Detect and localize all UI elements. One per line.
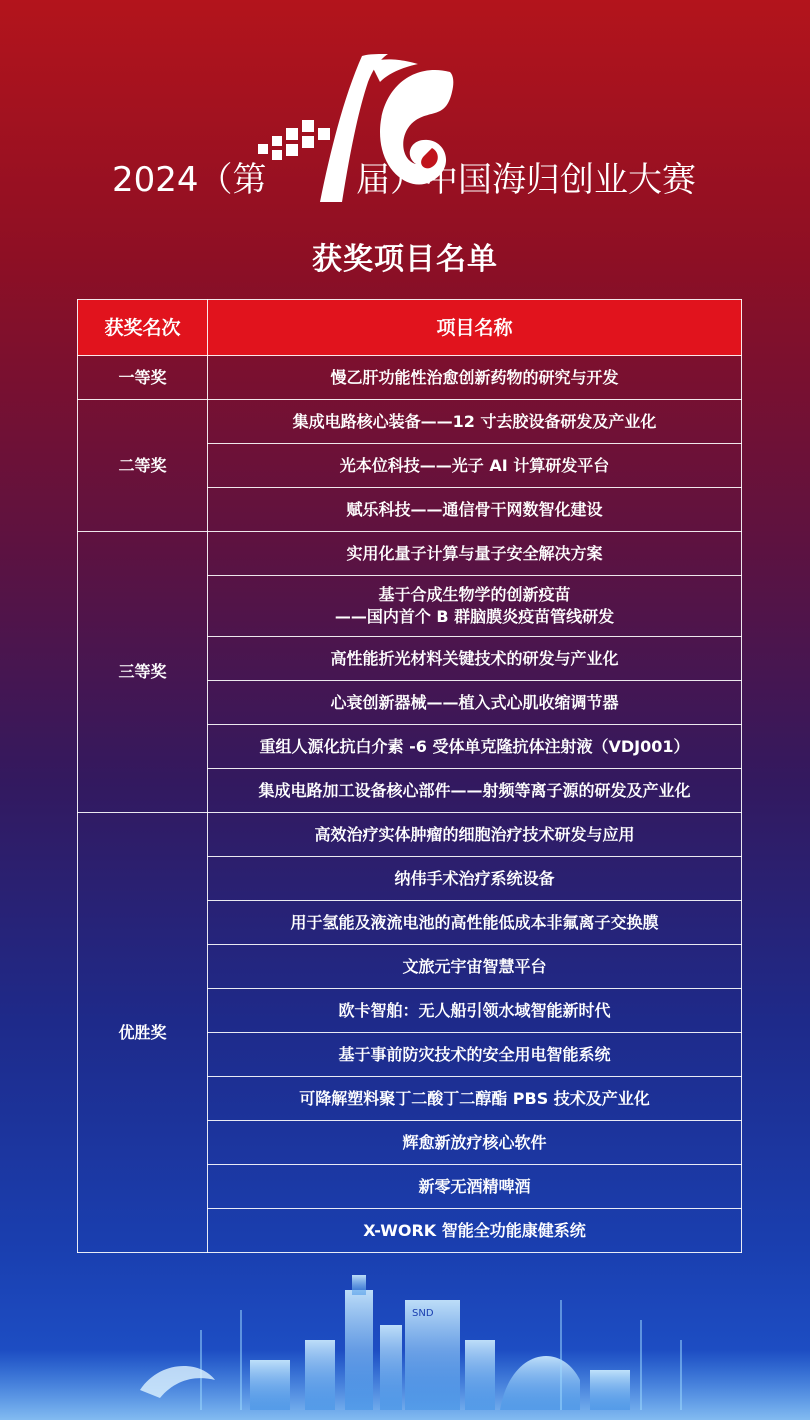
page-subtitle: 获奖项目名单 (312, 242, 498, 277)
award-rank-cell: 一等奖 (78, 356, 208, 400)
project-name-cell: 纳伟手术治疗系统设备 (208, 857, 742, 901)
title-suffix: 届）中国海归创业大赛 (356, 160, 696, 200)
contest-title (0, 158, 810, 208)
header-rank: 获奖名次 (78, 300, 208, 356)
project-name-cell: 赋乐科技——通信骨干网数智化建设 (208, 488, 742, 532)
project-name-cell: 基于事前防灾技术的安全用电智能系统 (208, 1033, 742, 1077)
project-name-cell: 慢乙肝功能性治愈创新药物的研究与开发 (208, 356, 742, 400)
table-row (78, 400, 742, 444)
project-name-cell: 可降解塑料聚丁二酸丁二醇酯 PBS 技术及产业化 (208, 1077, 742, 1121)
project-name-cell: 新零无酒精啤酒 (208, 1165, 742, 1209)
table-row (78, 356, 742, 400)
project-name-cell: 高性能折光材料关键技术的研发与产业化 (208, 637, 742, 681)
table-body (78, 356, 742, 1253)
award-rank-cell: 优胜奖 (78, 813, 208, 1253)
table-header-row (78, 300, 742, 356)
project-name-cell: 集成电路加工设备核心部件——射频等离子源的研发及产业化 (208, 769, 742, 813)
project-name-cell: 基于合成生物学的创新疫苗 ——国内首个 B 群脑膜炎疫苗管线研发 (208, 576, 742, 637)
header-project: 项目名称 (208, 300, 742, 356)
project-name-cell: 集成电路核心装备——12 寸去胶设备研发及产业化 (208, 400, 742, 444)
table-row (78, 813, 742, 857)
project-name-cell: 文旅元宇宙智慧平台 (208, 945, 742, 989)
award-table (77, 299, 742, 1253)
city-skyline-illustration (0, 1230, 810, 1420)
project-name-cell: 用于氢能及液流电池的高性能低成本非氟离子交换膜 (208, 901, 742, 945)
award-rank-cell: 三等奖 (78, 532, 208, 813)
project-name-cell: 心衰创新器械——植入式心肌收缩调节器 (208, 681, 742, 725)
project-name-cell: 光本位科技——光子 AI 计算研发平台 (208, 444, 742, 488)
project-name-cell: 辉愈新放疗核心软件 (208, 1121, 742, 1165)
building-sign: SND (412, 1308, 434, 1319)
table-row (78, 532, 742, 576)
project-name-cell: 实用化量子计算与量子安全解决方案 (208, 532, 742, 576)
title-prefix: 2024（第 (112, 160, 267, 200)
award-rank-cell: 二等奖 (78, 400, 208, 532)
project-name-cell: X-WORK 智能全功能康健系统 (208, 1209, 742, 1253)
project-name-cell: 高效治疗实体肿瘤的细胞治疗技术研发与应用 (208, 813, 742, 857)
project-name-cell: 重组人源化抗白介素 -6 受体单克隆抗体注射液（VDJ001） (208, 725, 742, 769)
project-name-cell: 欧卡智舶：无人船引领水域智能新时代 (208, 989, 742, 1033)
